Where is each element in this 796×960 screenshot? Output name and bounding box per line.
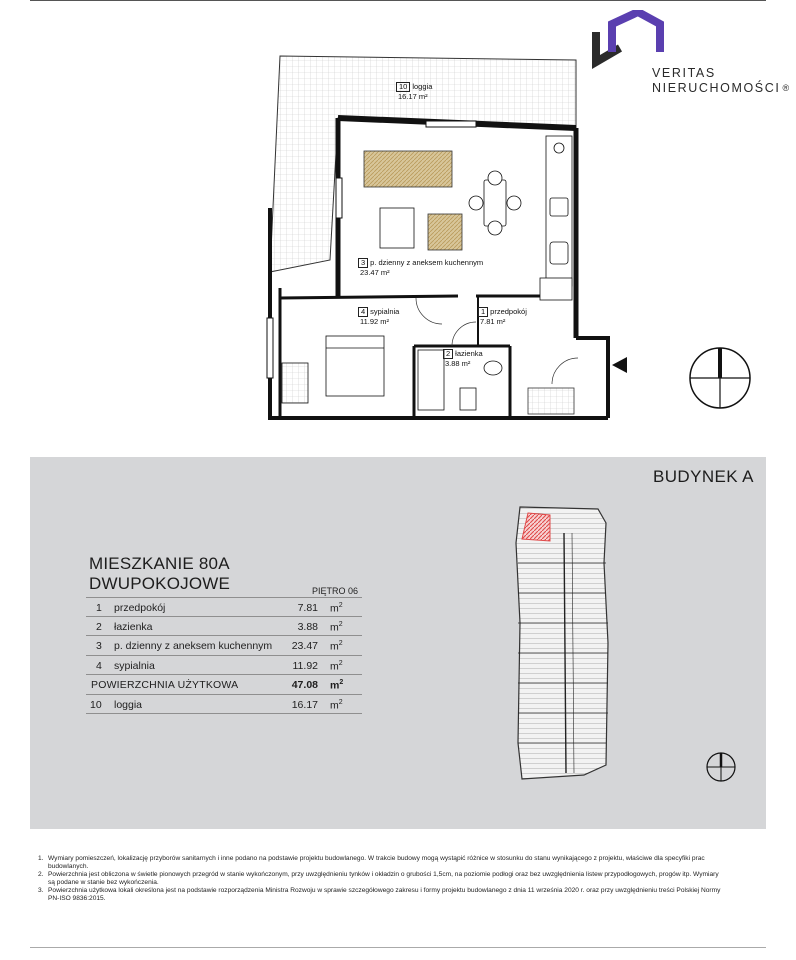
- table-row: [86, 636, 362, 656]
- row-value: 3.88: [297, 620, 318, 633]
- row-number: 10: [90, 698, 102, 711]
- footnote-text: Powierzchnia jest obliczona w świetle pionowych przegród w stanie wykończonym, przy uwzględnieniu tynków i okładzin o grubości 1,5cm, na poziomie podłogi oraz bez uwzględnienia listew przypodłogowych, progów itp. Wymiary są podane w stanie bez wykończenia.: [48, 871, 719, 886]
- room-area: 16.17 m²: [398, 92, 428, 101]
- room-num: 2: [443, 349, 453, 359]
- apartment-type: DWUPOKOJOWE: [89, 574, 231, 593]
- footnote-text: Wymiary pomieszczeń, lokalizację przyborów sanitarnych i inne podano na podstawie projektu budowlanego. W trakcie budowy mogą wystąpić różnice w stosunku do stanu wynikającego z projektu, właściwe dla specyfiki prac budowlanych.: [48, 855, 705, 870]
- north-compass-icon: [688, 346, 752, 415]
- apartment-title: [89, 554, 230, 594]
- room-area: 7.81 m²: [480, 317, 506, 326]
- plan-label-bedroom: [358, 307, 399, 326]
- north-compass-small-icon: [705, 751, 737, 788]
- room-name: łazienka: [455, 349, 483, 358]
- top-divider: [30, 0, 766, 1]
- row-unit: $m^2$: [330, 620, 343, 633]
- footnote-index: 1.: [38, 855, 44, 862]
- room-area: 11.92 m²: [360, 317, 390, 326]
- total-label: POWIERZCHNIA UŻYTKOWA: [91, 679, 239, 691]
- row-unit: $m^2$: [330, 640, 343, 653]
- brand-wordmark: [652, 66, 791, 96]
- room-num: 10: [396, 82, 410, 92]
- room-num: 4: [358, 307, 368, 317]
- entrance-arrow-icon: [612, 357, 627, 373]
- room-name: p. dzienny z aneksem kuchennym: [370, 258, 484, 267]
- footnote-text: Powierzchnia użytkowa lokali określona jest na podstawie rozporządzenia Ministra Rozwoju w sprawie szczegółowego zakresu i formy projektu budowlanego z dnia 11 września 2020 r. oraz przy uwzględnieniu treści Polskiej Normy PN-ISO 9836:2015.: [48, 887, 721, 902]
- row-value: 23.47: [291, 640, 318, 652]
- row-value: 7.81: [297, 602, 318, 614]
- room-area: 3.88 m²: [445, 359, 471, 368]
- building-key-plan: [514, 503, 614, 790]
- table-row: [86, 695, 362, 715]
- total-unit: $m^2$: [330, 679, 344, 692]
- row-value: 16.17: [291, 698, 318, 711]
- row-name: p. dzienny z aneksem kuchennym: [114, 640, 273, 652]
- row-unit: $m^2$: [330, 659, 343, 672]
- plan-label-hall: [478, 307, 527, 326]
- row-unit: $m^2$: [330, 698, 343, 711]
- footnote-index: 2.: [38, 871, 44, 878]
- row-value: 11.92: [292, 659, 318, 672]
- bottom-divider: [30, 947, 766, 948]
- total-row: [86, 675, 362, 695]
- table-row: [86, 617, 362, 637]
- registered-mark: ®: [782, 83, 791, 93]
- plan-label-loggia: [396, 82, 432, 101]
- row-name: loggia: [114, 698, 143, 711]
- footnote: [36, 871, 726, 887]
- brand-line-1: VERITAS: [652, 66, 716, 80]
- room-name: sypialnia: [370, 307, 400, 316]
- row-name: przedpokój: [114, 602, 166, 614]
- brand-line-2: NIERUCHOMOŚCI: [652, 81, 781, 95]
- floor-label: PIĘTRO 06: [312, 586, 359, 596]
- apartment-number: MIESZKANIE 80A: [89, 554, 230, 573]
- total-value: 47.08: [291, 679, 318, 691]
- floor-plan: [238, 48, 618, 425]
- row-name: łazienka: [114, 620, 153, 633]
- room-num: 1: [478, 307, 488, 317]
- room-num: 3: [358, 258, 368, 268]
- table-row: [86, 656, 362, 676]
- room-area: 23.47 m²: [360, 268, 390, 277]
- plan-label-living: [358, 258, 483, 277]
- footnote-index: 3.: [38, 887, 44, 894]
- area-table: [86, 597, 362, 714]
- row-number: 4: [96, 659, 102, 672]
- room-name: loggia: [412, 82, 433, 91]
- table-row: [86, 597, 362, 617]
- row-number: 1: [96, 602, 102, 614]
- row-name: sypialnia: [114, 659, 155, 672]
- room-name: przedpokój: [490, 307, 527, 316]
- footnotes: [36, 855, 726, 903]
- row-number: 3: [96, 640, 102, 652]
- building-title: BUDYNEK A: [653, 467, 754, 486]
- row-number: 2: [96, 620, 102, 633]
- footnote: [36, 887, 726, 903]
- row-unit: $m^2$: [330, 602, 343, 615]
- footnote: [36, 855, 726, 871]
- plan-label-bathroom: [443, 349, 483, 368]
